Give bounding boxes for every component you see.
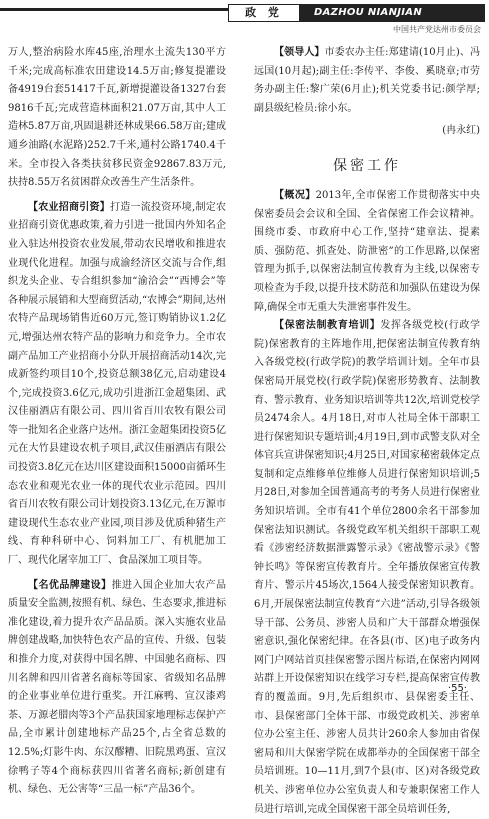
heading-brands: 【名优品牌建设】 — [28, 579, 112, 591]
heading-leaders: 【领导人】 — [274, 47, 325, 58]
text-investment: 打造一流投资环境,制定农业招商引资优惠政策,着力引进一批国内外知名企业入驻达州投资农业发展,带动农民增收和推进农业现代化进程。加强与成渝经济区交流与合作,组织龙头企业、专合组织参加“渝洽会”“西博会”等各种展示展销和大型商贸活动,“农博会”期间,达州农特产品现场销售近60万元,签订购销协议1.2亿元,增强达州农特产品的影响力和竞争力。全市农副产品加工产业招商小分队开展招商活动14次,完成新签约项目10个,投资总额38亿元,启动建设4个,完成投资3.6亿元,成功引进浙江金超集团、武汉佳丽酒店有限公司、四川省百川农牧有限公司等一批知名企业落户达州。浙江金超集团投资5亿元在大竹县建设农机子项目,武汉佳丽酒店有限公司投资3.8亿元在达川区建设面积15000亩循环生态农业和观光农业一体的现代农业示范园。四川省百川农牧有限公司计划投资3.13亿元,在万源市建设现代生态农业产业园,项目涉及优质种猪生产线、育种科研中心、饲料加工厂、有机肥加工厂、现代化屠宰加工厂、食品深加工项目等。 — [8, 201, 226, 567]
text-leaders: 市委农办主任:郑建请(10月止)、冯远国(10月起);副主任:李传平、李俊、奚晓章;市劳务办副主任:黎广荣(6月止);机关党委书记:颜学厚;副县级纪检员:徐小东。 — [254, 47, 480, 114]
section-title: 保密工作 — [333, 157, 401, 174]
text-training: 发挥各级党校(行政学院)保密教育的主阵地作用,把保密法制宣传教育纳入各级党校(行政学院)的教学培训计划。全年市县保密局开展党校(行政学院)保密形势教育、法制教育、警示教育、业务知识培训等共12次,培训党校学员2474余人。4月18日,对市人社局全体干部职工进行保密知识专题培训;4月19日,到市武警支队对全体官兵宣讲保密知识;4月25日,对国家秘密载体定点复制和定点维修单位维修人员进行保密知识培训;5月28日,对参加全国普通高考的考务人员进行保密业务知识培训。全市有41个单位2800余名干部参加保密法知识测试。各级党政军机关组织干部职工观看《涉密经济数据泄露警示录》《密战警示录》《警钟长鸣》等保密宣传教育片。全年播放保密宣传教育片、警示片45场次,1564人接受保密知识教育。6月,开展保密法制宣传教育“六进”活动,引导各级领导干部、公务员、涉密人员和广大干部群众增强保密意识,强化保密纪律。在各县(市、区)电子政务内网门户网站首页挂保密警示图片标语,在保密内网网站群上开设保密知识在线学习专栏,提高保密宣传教育的覆盖面。9月,先后组织市、县保密委主任、市、县保密部门全体干部、市级党政机关、涉密单位办公室主任、涉密人员共计260余人参加由省保密局和川大保密学院在成都举办的全国保密干部全员培训班。10—11月,到7个县(市、区)对各级党政机关、涉密单位办公室负责人和专兼职保密工作人员进行培训,完成全国保密干部全员培训任务, — [254, 320, 481, 815]
section-label: 政 党 — [228, 4, 300, 22]
right-column — [254, 44, 480, 819]
paragraph-poverty: 万人,整治病险水库45座,治理水土流失130平方千米;完成高标准农田建设14.5万亩;修复提灌设备4919台套51417千瓦,新增提灌设备1327台套9816千瓦;完成营造林面积21.07万亩,其中人工造林5.87万亩,巩固退耕还林成果66.58万亩;建成通乡油路(水泥路)252.7千米,通村公路1740.4千米。全市投入各类扶贫移民资金92867.83万元,扶持8.55万名贫困群众改善生产生活条件。 — [8, 47, 226, 189]
header-subtitle: 中国共产党达州市委员会 — [393, 25, 481, 34]
journal-title: DAZHOU NIANJIAN — [300, 4, 485, 22]
text-overview: 2013年,全市保密工作贯彻落实中央保密委员会会议和全国、全省保密工作会议精神。围绕市委、市政府中心工作,坚持“建章法、提素质、强防范、抓查处、防泄密”的工作思路,以保密管理为抓手,以保密法制宣传教育为主线,以保密专项检查为手段,以提升技术防范和加强队伍建设为保障,确保全市无重大失泄密事件发生。 — [254, 189, 480, 313]
heading-overview: 【概况】 — [274, 189, 316, 201]
paragraph-brands — [8, 577, 226, 800]
header-rule — [0, 8, 228, 11]
paragraph-investment — [8, 199, 226, 571]
paragraph-training — [254, 317, 480, 819]
left-column — [8, 44, 226, 800]
author-signature: (冉永红) — [442, 125, 480, 137]
paragraph-overview — [254, 187, 480, 317]
heading-training: 【保密法制教育培训】 — [274, 320, 381, 332]
paragraph-leaders — [254, 44, 480, 118]
text-brands: 推进入国企业加大农产品质量安全监测,按照有机、绿色、生态要求,推进标准化建设,着力提升农产品品质。深入实施农业品牌创建战略,加快特色农产品的宣传、升级、包装和推介力度,对获得中国名牌、中国驰名商标、四川名牌和四川省著名商标等国家、省级知名品牌的企业事业单位进行重奖。开江麻鸭、宣汉漆鸡茶、万源老腊肉等3个产品获国家地理标志保护产品,全市累计创建地标产品25个,占全省总数的12.5%;灯影牛肉、东汉醪糟、旧院黑鸡蛋、宣汉徐鸭子等4个商标获四川省著名商标;新创建有机、绿色、无公害等“三品一标”产品36个。 — [8, 579, 227, 796]
page-number: ·55· — [447, 683, 467, 694]
heading-investment: 【农业招商引资】 — [28, 201, 111, 213]
